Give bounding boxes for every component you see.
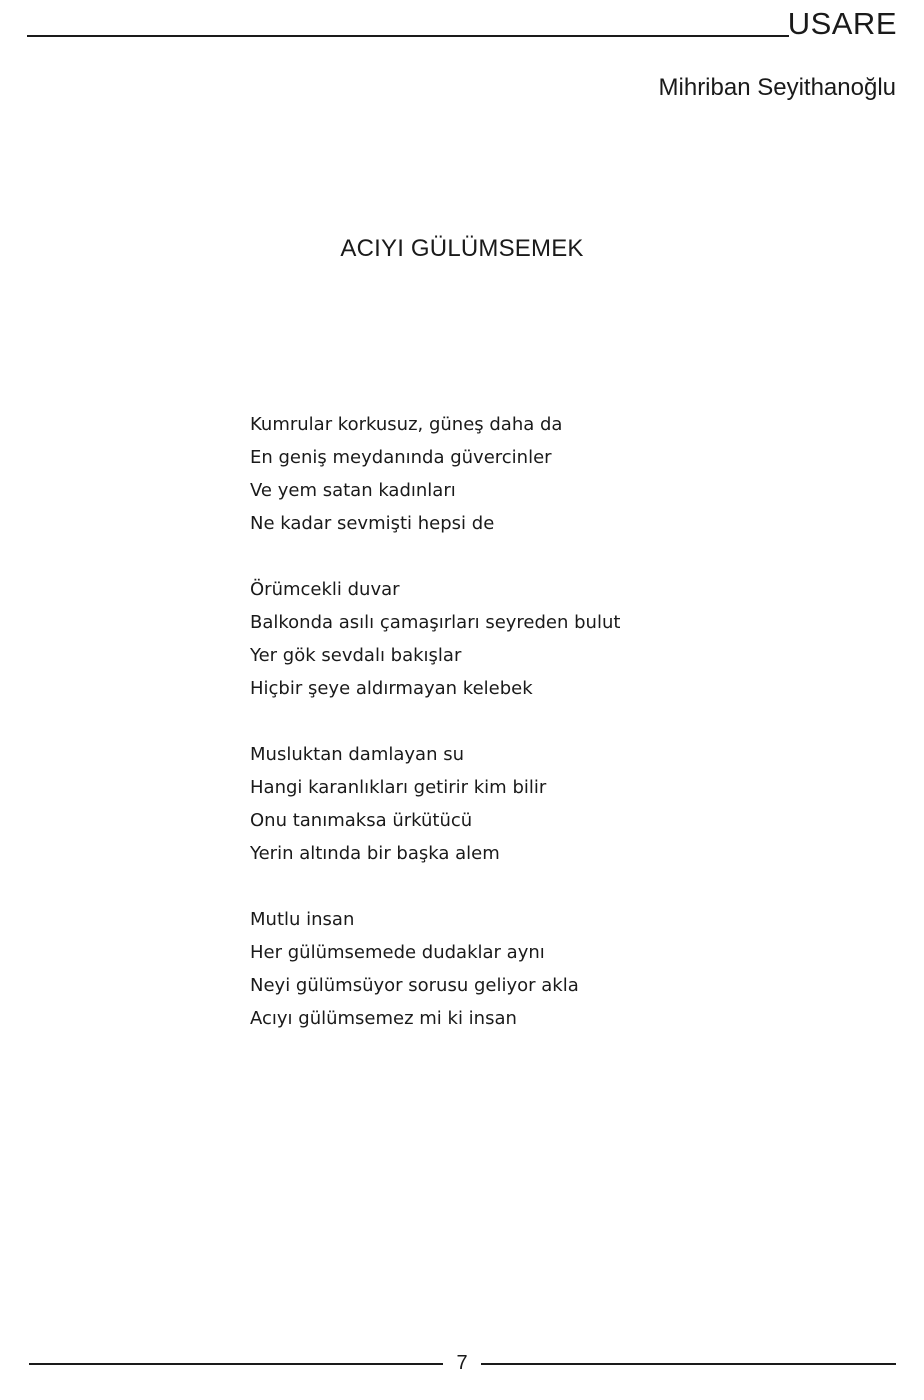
stanza-4 [250, 903, 620, 1035]
poem-line: Yerin altında bir başka alem [250, 843, 500, 864]
poem-line: Neyi gülümsüyor sorusu geliyor akla [250, 975, 579, 996]
author-name: Mihriban Seyithanoğlu [658, 74, 896, 101]
poem-line: Ne kadar sevmişti hepsi de [250, 513, 495, 534]
journal-name: USARE [787, 6, 897, 41]
stanza-1 [250, 408, 620, 540]
poem-title: ACIYI GÜLÜMSEMEK [340, 235, 584, 262]
stanza-2 [250, 573, 620, 705]
header-rule [27, 35, 789, 37]
poem-line: Örümcekli duvar [250, 579, 400, 600]
poem-line: Musluktan damlayan su [250, 744, 464, 765]
poem-line: Balkonda asılı çamaşırları seyreden bulut [250, 612, 621, 633]
poem-line: Yer gök sevdalı bakışlar [250, 645, 462, 666]
poem-line: Mutlu insan [250, 909, 355, 930]
poem-line: Acıyı gülümsemez mi ki insan [250, 1008, 517, 1029]
poem-line: En geniş meydanında güvercinler [250, 447, 552, 468]
poem-line: Onu tanımaksa ürkütücü [250, 810, 473, 831]
stanza-3 [250, 738, 620, 870]
poem-line: Hiçbir şeye aldırmayan kelebek [250, 678, 533, 699]
page-number: 7 [456, 1352, 468, 1374]
poem-line: Ve yem satan kadınları [250, 480, 456, 501]
poem-line: Her gülümsemede dudaklar aynı [250, 942, 545, 963]
poem-line: Kumrular korkusuz, güneş daha da [250, 414, 563, 435]
footer-rule-right [481, 1363, 896, 1365]
poem-body [250, 408, 620, 1068]
footer-rule-left [29, 1363, 443, 1365]
poem-line: Hangi karanlıkları getirir kim bilir [250, 777, 547, 798]
